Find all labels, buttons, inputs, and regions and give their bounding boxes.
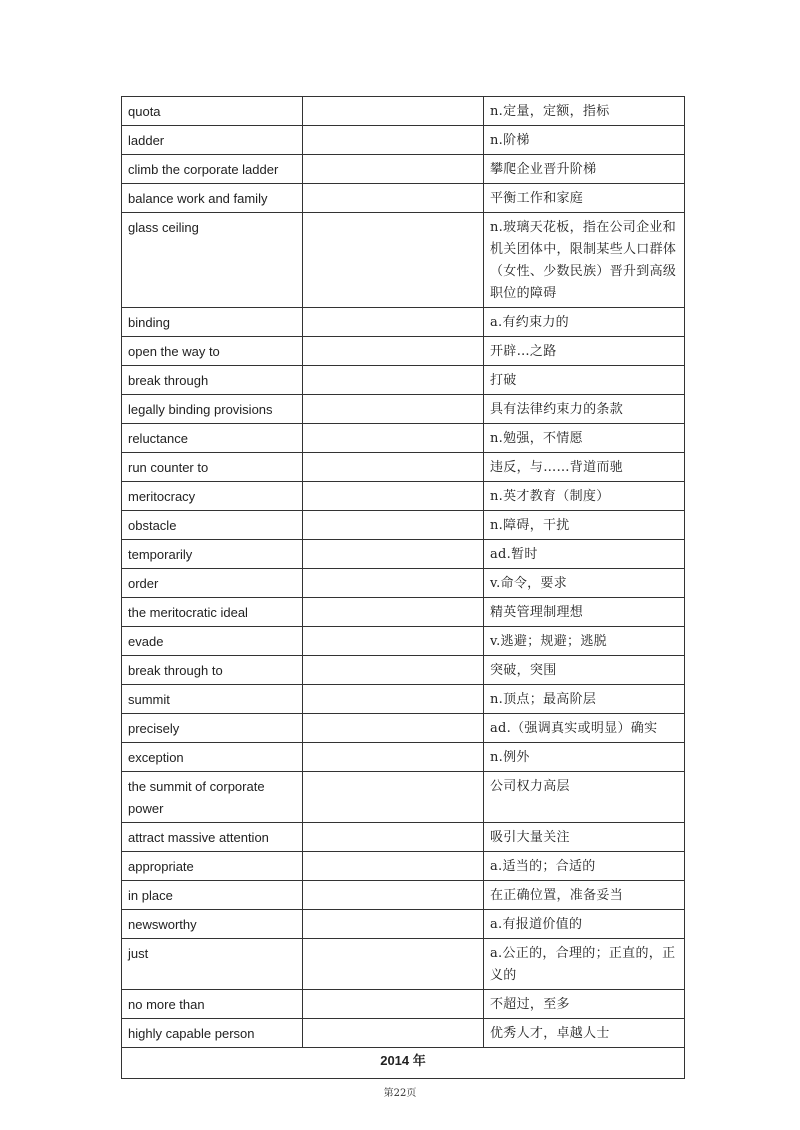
blank-cell [303,482,484,511]
meaning-cell: ad.（强调真实或明显）确实 [484,714,685,743]
table-row [122,453,685,482]
term-cell: in place [122,881,303,910]
table-row [122,366,685,395]
term-cell: legally binding provisions [122,395,303,424]
meaning-cell: n.障碍，干扰 [484,511,685,540]
blank-cell [303,540,484,569]
meaning-cell: a.有约束力的 [484,308,685,337]
meaning-cell: a.适当的；合适的 [484,852,685,881]
blank-cell [303,511,484,540]
term-cell: run counter to [122,453,303,482]
table-row [122,852,685,881]
blank-cell [303,213,484,308]
table-row [122,97,685,126]
table-row [122,337,685,366]
table-row [122,213,685,308]
blank-cell [303,743,484,772]
table-row [122,126,685,155]
table-row [122,1019,685,1048]
meaning-cell: 打破 [484,366,685,395]
term-cell: balance work and family [122,184,303,213]
table-row [122,743,685,772]
meaning-cell: a.公正的，合理的；正直的，正义的 [484,939,685,990]
meaning-cell: 吸引大量关注 [484,823,685,852]
term-cell: meritocracy [122,482,303,511]
table-row [122,685,685,714]
meaning-cell: 精英管理制理想 [484,598,685,627]
meaning-cell: a.有报道价值的 [484,910,685,939]
blank-cell [303,656,484,685]
table-row [122,395,685,424]
table-row [122,569,685,598]
meaning-cell: n.顶点；最高阶层 [484,685,685,714]
table-row [122,910,685,939]
blank-cell [303,97,484,126]
table-row [122,511,685,540]
meaning-cell: n.阶梯 [484,126,685,155]
table-row [122,627,685,656]
meaning-cell: n.英才教育（制度） [484,482,685,511]
year-heading: 2014 年 [122,1048,685,1079]
term-cell: precisely [122,714,303,743]
term-cell: summit [122,685,303,714]
term-cell: climb the corporate ladder [122,155,303,184]
term-cell: just [122,939,303,990]
term-cell: exception [122,743,303,772]
table-row [122,308,685,337]
blank-cell [303,366,484,395]
page-number: 第22页 [383,1088,417,1099]
term-cell: reluctance [122,424,303,453]
blank-cell [303,308,484,337]
vocabulary-rows [122,97,685,1048]
meaning-cell: n.玻璃天花板，指在公司企业和机关团体中，限制某些人口群体（女性、少数民族）晋升到高级职位的障碍 [484,213,685,308]
meaning-cell: n.勉强，不情愿 [484,424,685,453]
blank-cell [303,772,484,823]
term-cell: ladder [122,126,303,155]
meaning-cell: 公司权力高层 [484,772,685,823]
term-cell: the summit of corporate power [122,772,303,823]
term-cell: the meritocratic ideal [122,598,303,627]
term-cell: order [122,569,303,598]
blank-cell [303,453,484,482]
table-row [122,990,685,1019]
blank-cell [303,337,484,366]
table-row [122,881,685,910]
year-heading-row [122,1048,685,1079]
meaning-cell: ad.暂时 [484,540,685,569]
meaning-cell: n.定量，定额，指标 [484,97,685,126]
blank-cell [303,910,484,939]
meaning-cell: 具有法律约束力的条款 [484,395,685,424]
term-cell: newsworthy [122,910,303,939]
blank-cell [303,155,484,184]
table-row [122,540,685,569]
blank-cell [303,823,484,852]
term-cell: no more than [122,990,303,1019]
term-cell: break through [122,366,303,395]
blank-cell [303,126,484,155]
term-cell: open the way to [122,337,303,366]
meaning-cell: v.逃避；规避；逃脱 [484,627,685,656]
meaning-cell: 攀爬企业晋升阶梯 [484,155,685,184]
table-row [122,939,685,990]
table-row [122,823,685,852]
term-cell: appropriate [122,852,303,881]
vocabulary-table [121,96,685,1079]
meaning-cell: 在正确位置，准备妥当 [484,881,685,910]
meaning-cell: 平衡工作和家庭 [484,184,685,213]
term-cell: quota [122,97,303,126]
table-row [122,598,685,627]
table-row [122,714,685,743]
meaning-cell: n.例外 [484,743,685,772]
term-cell: binding [122,308,303,337]
blank-cell [303,852,484,881]
meaning-cell: v.命令，要求 [484,569,685,598]
term-cell: evade [122,627,303,656]
blank-cell [303,881,484,910]
blank-cell [303,424,484,453]
meaning-cell: 不超过，至多 [484,990,685,1019]
table-row [122,772,685,823]
term-cell: attract massive attention [122,823,303,852]
blank-cell [303,569,484,598]
meaning-cell: 开辟…之路 [484,337,685,366]
table-row [122,424,685,453]
term-cell: break through to [122,656,303,685]
blank-cell [303,685,484,714]
blank-cell [303,990,484,1019]
term-cell: temporarily [122,540,303,569]
blank-cell [303,939,484,990]
blank-cell [303,1019,484,1048]
blank-cell [303,395,484,424]
term-cell: obstacle [122,511,303,540]
blank-cell [303,184,484,213]
term-cell: glass ceiling [122,213,303,308]
table-row [122,482,685,511]
table-row [122,184,685,213]
term-cell: highly capable person [122,1019,303,1048]
blank-cell [303,598,484,627]
table-row [122,155,685,184]
meaning-cell: 突破，突围 [484,656,685,685]
meaning-cell: 违反，与……背道而驰 [484,453,685,482]
meaning-cell: 优秀人才，卓越人士 [484,1019,685,1048]
blank-cell [303,714,484,743]
blank-cell [303,627,484,656]
table-row [122,656,685,685]
